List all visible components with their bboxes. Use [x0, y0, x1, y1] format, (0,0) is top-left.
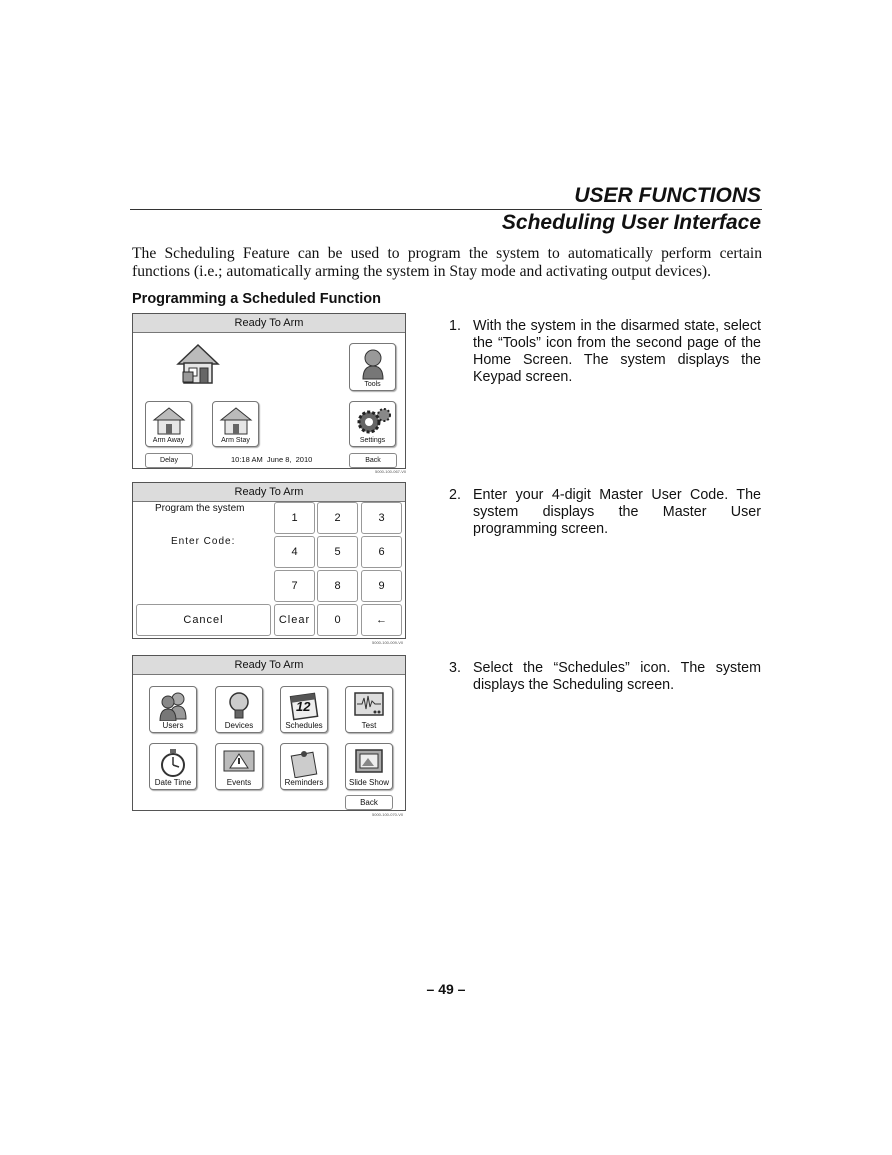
- devices-label: Devices: [224, 721, 254, 730]
- key-1[interactable]: 1: [274, 502, 315, 534]
- calendar-number: 12: [296, 699, 311, 714]
- arm-away-button[interactable]: [145, 401, 192, 447]
- backspace-button[interactable]: ←: [361, 604, 402, 636]
- arm-away-label: Arm Away: [152, 437, 185, 444]
- key-2[interactable]: 2: [317, 502, 358, 534]
- step-2: [449, 487, 761, 538]
- delay-button[interactable]: Delay: [145, 453, 193, 468]
- reminders-label: Reminders: [284, 778, 324, 787]
- warning-icon: [222, 748, 256, 776]
- slide-show-button[interactable]: [345, 743, 393, 790]
- users-button[interactable]: [149, 686, 197, 733]
- reminders-button[interactable]: [280, 743, 328, 790]
- tools-button[interactable]: [349, 343, 396, 391]
- key-0[interactable]: 0: [317, 604, 358, 636]
- step-number: 1.: [449, 318, 461, 334]
- key-7[interactable]: 7: [274, 570, 315, 602]
- part-number: 5000-100-067-V0: [375, 469, 407, 474]
- lightbulb-icon: [227, 691, 251, 721]
- user-icon: [360, 348, 386, 380]
- test-button[interactable]: [345, 686, 393, 733]
- house-stay-icon: [217, 406, 255, 436]
- part-number: 5000-100-009-V0: [372, 640, 404, 645]
- note-pin-icon: [289, 748, 319, 778]
- test-meter-icon: [353, 691, 385, 717]
- screen-title: Ready To Arm: [133, 314, 405, 333]
- step-text: Select the “Schedules” icon. The system displays the Scheduling screen.: [473, 660, 761, 693]
- devices-button[interactable]: [215, 686, 263, 733]
- date-time-button[interactable]: [149, 743, 197, 790]
- house-status-icon: [175, 342, 221, 391]
- key-6[interactable]: 6: [361, 536, 402, 568]
- section-title: USER FUNCTIONS: [574, 184, 761, 207]
- page-subtitle: Scheduling User Interface: [501, 211, 761, 234]
- arm-stay-label: Arm Stay: [221, 437, 250, 444]
- key-5[interactable]: 5: [317, 536, 358, 568]
- key-9[interactable]: 9: [361, 570, 402, 602]
- step-number: 3.: [449, 660, 461, 676]
- test-label: Test: [361, 721, 377, 730]
- slide-show-label: Slide Show: [348, 778, 390, 787]
- home-screen: [132, 313, 406, 469]
- back-button[interactable]: Back: [349, 453, 397, 468]
- date-time: 10:18 AM June 8, 2010: [231, 455, 313, 464]
- page-number: – 49 –: [426, 981, 466, 997]
- key-4[interactable]: 4: [274, 536, 315, 568]
- cancel-button[interactable]: Cancel: [136, 604, 271, 636]
- events-button[interactable]: [215, 743, 263, 790]
- step-1: [449, 318, 761, 386]
- enter-code-label: Enter Code:: [171, 536, 236, 547]
- screen-title: Ready To Arm: [133, 656, 405, 675]
- settings-button[interactable]: [349, 401, 396, 447]
- clear-button[interactable]: Clear: [274, 604, 315, 636]
- programming-heading: Programming a Scheduled Function: [132, 291, 381, 307]
- program-prompt: Program the system: [155, 503, 245, 514]
- screen-title: Ready To Arm: [133, 483, 405, 502]
- house-lock-icon: [150, 406, 188, 436]
- part-number: 5000-100-070-V0: [372, 812, 404, 817]
- intro-paragraph: The Scheduling Feature can be used to program the system to automatically perform certain functions (i.e.; automatically arming the system in Stay mode and activating output devices).: [132, 245, 762, 280]
- step-text: With the system in the disarmed state, select the “Tools” icon from the second page of the Home Screen. The system displays the Keypad screen.: [473, 318, 761, 385]
- tools-screen: [132, 655, 406, 811]
- schedules-label: Schedules: [285, 721, 323, 730]
- step-number: 2.: [449, 487, 461, 503]
- header-rule: [130, 209, 762, 210]
- key-8[interactable]: 8: [317, 570, 358, 602]
- back-button[interactable]: Back: [345, 795, 393, 810]
- tools-label: Tools: [364, 381, 381, 388]
- stopwatch-icon: [160, 748, 186, 778]
- events-label: Events: [226, 778, 252, 787]
- key-3[interactable]: 3: [361, 502, 402, 534]
- step-text: Enter your 4-digit Master User Code. The system displays the Master User programming screen.: [473, 487, 761, 537]
- picture-frame-icon: [354, 748, 384, 774]
- users-label: Users: [162, 721, 184, 730]
- date-time-label: Date Time: [154, 778, 192, 787]
- settings-label: Settings: [359, 437, 386, 444]
- arm-stay-button[interactable]: [212, 401, 259, 447]
- gears-icon: [354, 406, 392, 436]
- schedules-button[interactable]: [280, 686, 328, 733]
- step-3: [449, 660, 761, 694]
- keypad-screen: [132, 482, 406, 639]
- users-icon: [156, 691, 190, 721]
